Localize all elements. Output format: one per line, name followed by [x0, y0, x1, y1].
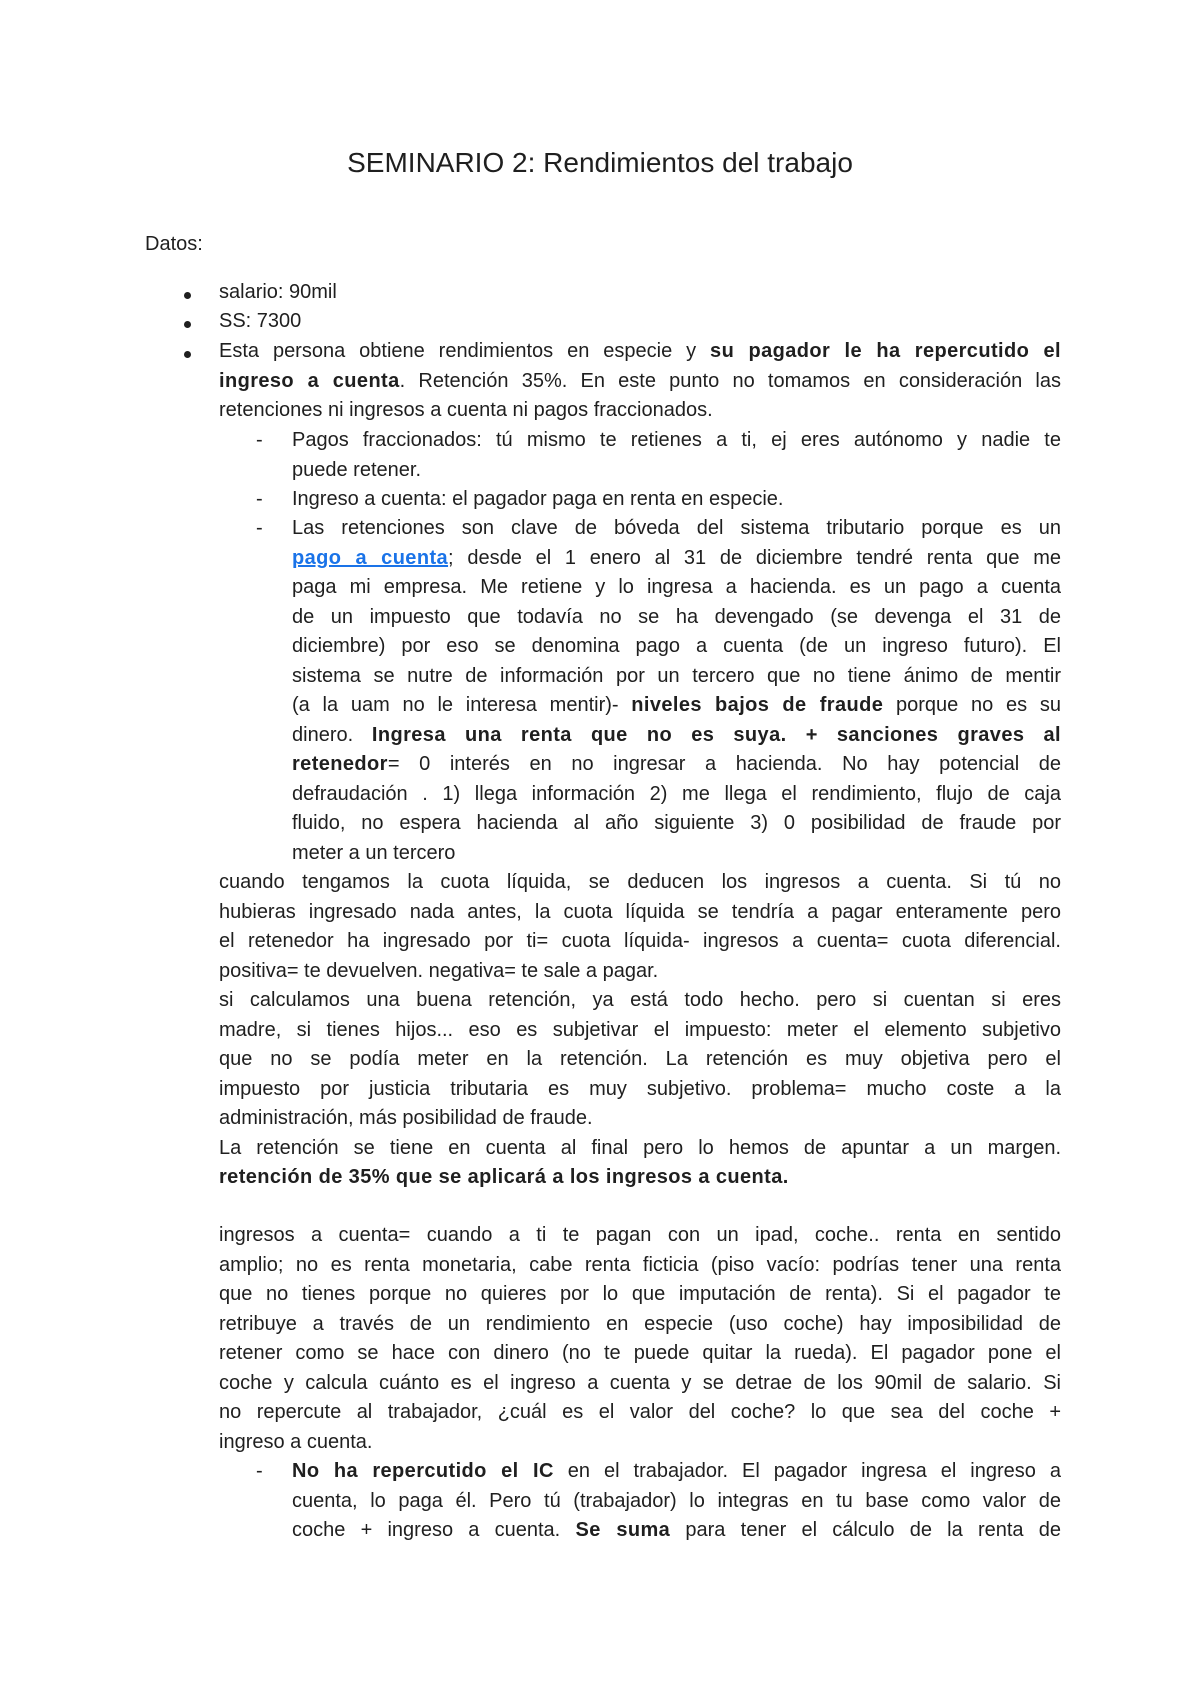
- dash-item-no-repercutido: [292, 1457, 1061, 1546]
- text-line: ingreso a cuenta. Retención 35%. En este punto no tomamos en consideración las: [219, 369, 1061, 392]
- text-line: ingresos a cuenta= cuando a ti te pagan con un ipad, coche.. renta en sentido: [219, 1224, 1061, 1246]
- text-line: de un impuesto que todavía no se ha devengado (se devenga el 31 de: [292, 605, 1061, 628]
- dash-item-pagos-fraccionados: [292, 426, 1061, 485]
- text-line: ingreso a cuenta.: [219, 1430, 373, 1453]
- text-line: (a la uam no le interesa mentir)- niveles bajos de fraude porque no es su: [292, 694, 1061, 716]
- bullet-icon: [184, 351, 191, 358]
- text-line: fluido, no espera hacienda al año siguiente 3) 0 posibilidad de fraude por: [292, 812, 1061, 834]
- paragraph-ingresos-a-cuenta: [219, 1221, 1061, 1457]
- text-line: retención de 35% que se aplicará a los ingresos a cuenta.: [219, 1166, 789, 1188]
- text-line: meter a un tercero: [292, 841, 456, 864]
- dash-icon: -: [256, 517, 263, 539]
- text-line: sistema se nutre de información por un tercero que no tiene ánimo de mentir: [292, 664, 1061, 687]
- bullet-salario: [219, 278, 1061, 308]
- dash-icon: -: [256, 488, 263, 510]
- text-line: retribuye a través de un rendimiento en especie (uso coche) hay imposibilidad de: [219, 1312, 1061, 1335]
- text-line: La retención se tiene en cuenta al final pero lo hemos de apuntar a un margen.: [219, 1136, 1061, 1159]
- pago-a-cuenta-link[interactable]: pago a cuenta: [292, 546, 449, 569]
- text-line: positiva= te devuelven. negativa= te sale a pagar.: [219, 959, 659, 982]
- text-line: que no tienes porque no quieres por lo que imputación de renta). Si el pagador te: [219, 1283, 1061, 1305]
- bullet-icon: [184, 321, 191, 328]
- bullet-icon: [184, 292, 191, 299]
- text-line: hubieras ingresado nada antes, la cuota líquida se tendría a pagar enteramente pero: [219, 900, 1061, 923]
- text-line: paga mi empresa. Me retiene y lo ingresa a hacienda. es un pago a cuenta: [292, 576, 1061, 598]
- bullet-text: salario: 90mil: [219, 281, 337, 303]
- text-line: cuenta, lo paga él. Pero tú (trabajador) lo integras en tu base como valor de: [292, 1489, 1061, 1512]
- datos-label: Datos:: [145, 233, 203, 255]
- text-line: puede retener.: [292, 458, 421, 481]
- text-line: retenciones ni ingresos a cuenta ni pagos fraccionados.: [219, 399, 713, 421]
- text-line: coche + ingreso a cuenta. Se suma para tener el cálculo de la renta de: [292, 1519, 1061, 1541]
- text-line: amplio; no es renta monetaria, cabe renta ficticia (piso vacío: podrías tener una renta: [219, 1253, 1061, 1276]
- text-line: si calculamos una buena retención, ya está todo hecho. pero si cuentan si eres: [219, 989, 1061, 1011]
- text-line: no repercute al trabajador, ¿cuál es el valor del coche? lo que sea del coche +: [219, 1401, 1061, 1423]
- bullet-ss: [219, 307, 1061, 337]
- text-line: administración, más posibilidad de fraude.: [219, 1107, 593, 1129]
- dash-item-retenciones: [292, 514, 1061, 868]
- dash-icon: -: [256, 1460, 263, 1482]
- text-line: retenedor= 0 interés en no ingresar a hacienda. No hay potencial de: [292, 753, 1061, 775]
- text-line: dinero. Ingresa una renta que no es suya. + sanciones graves al: [292, 723, 1061, 746]
- text-line: que no se podía meter en la retención. La retención es muy objetiva pero el: [219, 1048, 1061, 1070]
- dash-icon: -: [256, 429, 263, 451]
- text-line: pago a cuenta; desde el 1 enero al 31 de diciembre tendré renta que me: [292, 546, 1061, 569]
- text-line: defraudación . 1) llega información 2) me llega el rendimiento, flujo de caja: [292, 782, 1061, 805]
- text-line: madre, si tienes hijos... eso es subjetivar el impuesto: meter el elemento subjetivo: [219, 1018, 1061, 1041]
- dash-item-ingreso-a-cuenta: [292, 485, 1061, 515]
- text-line: el retenedor ha ingresado por ti= cuota líquida- ingresos a cuenta= cuota diferencial.: [219, 930, 1061, 952]
- text-line: diciembre) por eso se denomina pago a cuenta (de un ingreso futuro). El: [292, 635, 1061, 657]
- text-line: retener como se hace con dinero (no te puede quitar la rueda). El pagador pone el: [219, 1342, 1061, 1364]
- text-line: coche y calcula cuánto es el ingreso a cuenta y se detrae de los 90mil de salario. Si: [219, 1371, 1061, 1394]
- text-line: cuando tengamos la cuota líquida, se deducen los ingresos a cuenta. Si tú no: [219, 871, 1061, 893]
- text-line: Ingreso a cuenta: el pagador paga en renta en especie.: [292, 488, 784, 510]
- text-line: No ha repercutido el IC en el trabajador. El pagador ingresa el ingreso a: [292, 1460, 1061, 1482]
- bullet-especie: [219, 337, 1061, 426]
- text-line: Esta persona obtiene rendimientos en especie y su pagador le ha repercutido el: [219, 340, 1061, 362]
- bullet-text: SS: 7300: [219, 310, 302, 332]
- paragraph-cuota-liquida: [219, 868, 1061, 1193]
- page-title: SEMINARIO 2: Rendimientos del trabajo: [347, 147, 853, 178]
- text-line: Pagos fraccionados: tú mismo te retienes a ti, ej eres autónomo y nadie te: [292, 429, 1061, 451]
- text-line: impuesto por justicia tributaria es muy subjetivo. problema= mucho coste a la: [219, 1077, 1061, 1100]
- text-line: Las retenciones son clave de bóveda del sistema tributario porque es un: [292, 517, 1061, 539]
